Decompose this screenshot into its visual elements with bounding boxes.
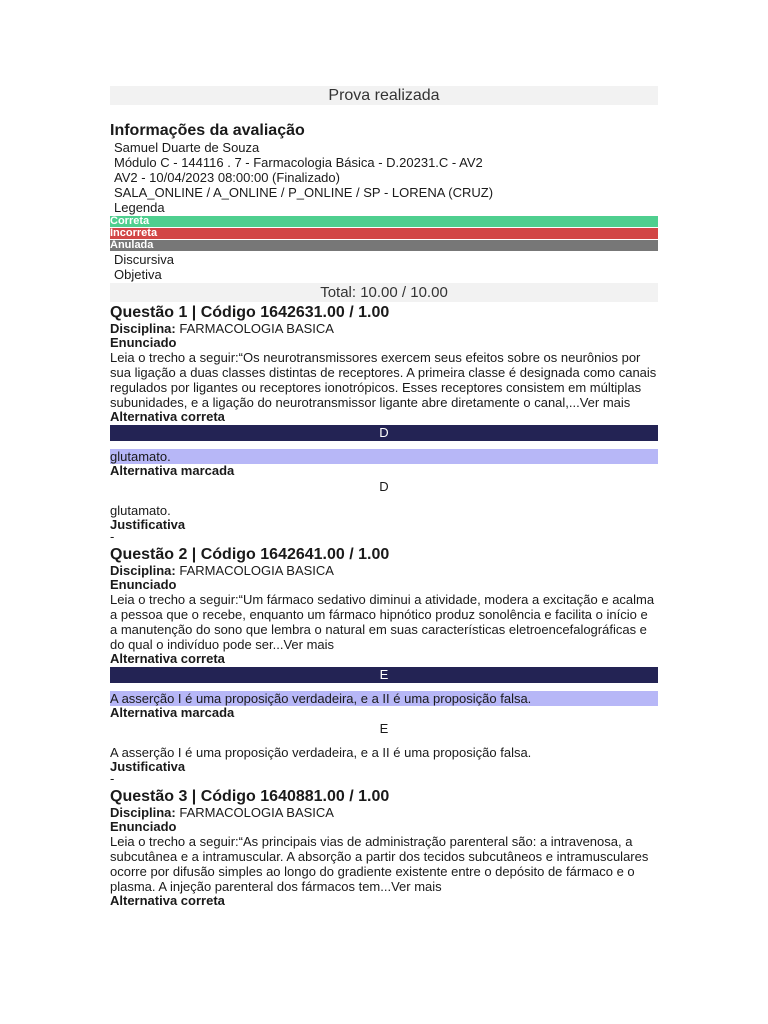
correct-alt-label: Alternativa correta [110, 893, 225, 908]
correct-alt-text: A asserção I é uma proposição verdadeira, e a II é uma proposição falsa. [110, 691, 658, 706]
statement-label: Enunciado [110, 335, 177, 350]
legend-annulled: Anulada [110, 240, 658, 251]
exam-location: SALA_ONLINE / A_ONLINE / P_ONLINE / SP - LORENA (CRUZ) [114, 185, 494, 200]
discipline-value: FARMACOLOGIA BASICA [179, 805, 334, 820]
legend-discursive: Discursiva [114, 252, 174, 267]
marked-alt-text: glutamato. [110, 503, 171, 518]
discipline-label: Disciplina: [110, 321, 176, 336]
question-title: Questão 3 | Código 1640881.00 / 1.00 [110, 788, 390, 805]
correct-alt-letter: D [110, 425, 658, 441]
marked-alt-label: Alternativa marcada [110, 463, 235, 478]
total-score: Total: 10.00 / 10.00 [110, 283, 658, 302]
question-statement: Leia o trecho a seguir:“Um fármaco sedativo diminui a atividade, modera a excitação e acalma a pessoa que o recebe, enquanto um fármaco hipnótico produz sonolência e facilita o início e a manutenção do sono que lembra o natural em suas características eletroencefalográficas e do qual o indivíduo pode ser...Ver mais [110, 592, 655, 652]
statement-label: Enunciado [110, 577, 177, 592]
module-name: Módulo C - 144116 . 7 - Farmacologia Básica - D.20231.C - AV2 [114, 155, 483, 170]
exam-date: AV2 - 10/04/2023 08:00:00 (Finalizado) [114, 170, 340, 185]
discipline-label: Disciplina: [110, 805, 176, 820]
legend-objective: Objetiva [114, 267, 162, 282]
discipline-label: Disciplina: [110, 563, 176, 578]
question-statement: Leia o trecho a seguir:“Os neurotransmissores exercem seus efeitos sobre os neurônios por sua ligação a duas classes distintas de receptores. A primeira classe é designada como canais regulados por ligantes ou receptores ionotrópicos. Esses receptores consistem em múltiplas subunidades, e a ligação do neurotransmissor ligante abre diretamente o canal,...Ver mais [110, 350, 657, 410]
justification-label: Justificativa [110, 759, 186, 774]
marked-alt-letter: E [379, 721, 389, 736]
correct-alt-label: Alternativa correta [110, 651, 225, 666]
question-1 [110, 303, 658, 542]
legend-label: Legenda [114, 200, 165, 215]
question-title: Questão 2 | Código 1642641.00 / 1.00 [110, 546, 390, 563]
justification-text: - [110, 771, 115, 786]
discipline-value: FARMACOLOGIA BASICA [179, 563, 334, 578]
question-title: Questão 1 | Código 1642631.00 / 1.00 [110, 304, 390, 321]
info-heading: Informações da avaliação [110, 122, 305, 139]
justification-label: Justificativa [110, 517, 186, 532]
student-name: Samuel Duarte de Souza [114, 140, 260, 155]
discipline-value: FARMACOLOGIA BASICA [179, 321, 334, 336]
marked-alt-text: A asserção I é uma proposição verdadeira, e a II é uma proposição falsa. [110, 745, 532, 760]
question-discipline [110, 806, 658, 820]
marked-alt-letter: D [379, 479, 389, 494]
question-2 [110, 545, 658, 784]
correct-alt-text: glutamato. [110, 449, 658, 464]
question-3 [110, 787, 658, 908]
exam-report [110, 86, 658, 908]
marked-alt-label: Alternativa marcada [110, 705, 235, 720]
correct-alt-letter: E [110, 667, 658, 683]
question-discipline [110, 564, 658, 578]
question-discipline [110, 322, 658, 336]
justification-text: - [110, 529, 115, 544]
page-title: Prova realizada [110, 86, 658, 105]
question-statement: Leia o trecho a seguir:“As principais vias de administração parenteral são: a intravenosa, a subcutânea e a intramuscular. A absorção a partir dos tecidos subcutâneos e intramusculares ocorre por difusão simples ao longo do gradiente existente entre o depósito de fármaco e o plasma. A injeção parenteral dos fármacos tem...Ver mais [110, 834, 649, 894]
statement-label: Enunciado [110, 819, 177, 834]
legend-incorrect: Incorreta [110, 228, 658, 239]
legend-correct: Correta [110, 216, 658, 227]
correct-alt-label: Alternativa correta [110, 409, 225, 424]
